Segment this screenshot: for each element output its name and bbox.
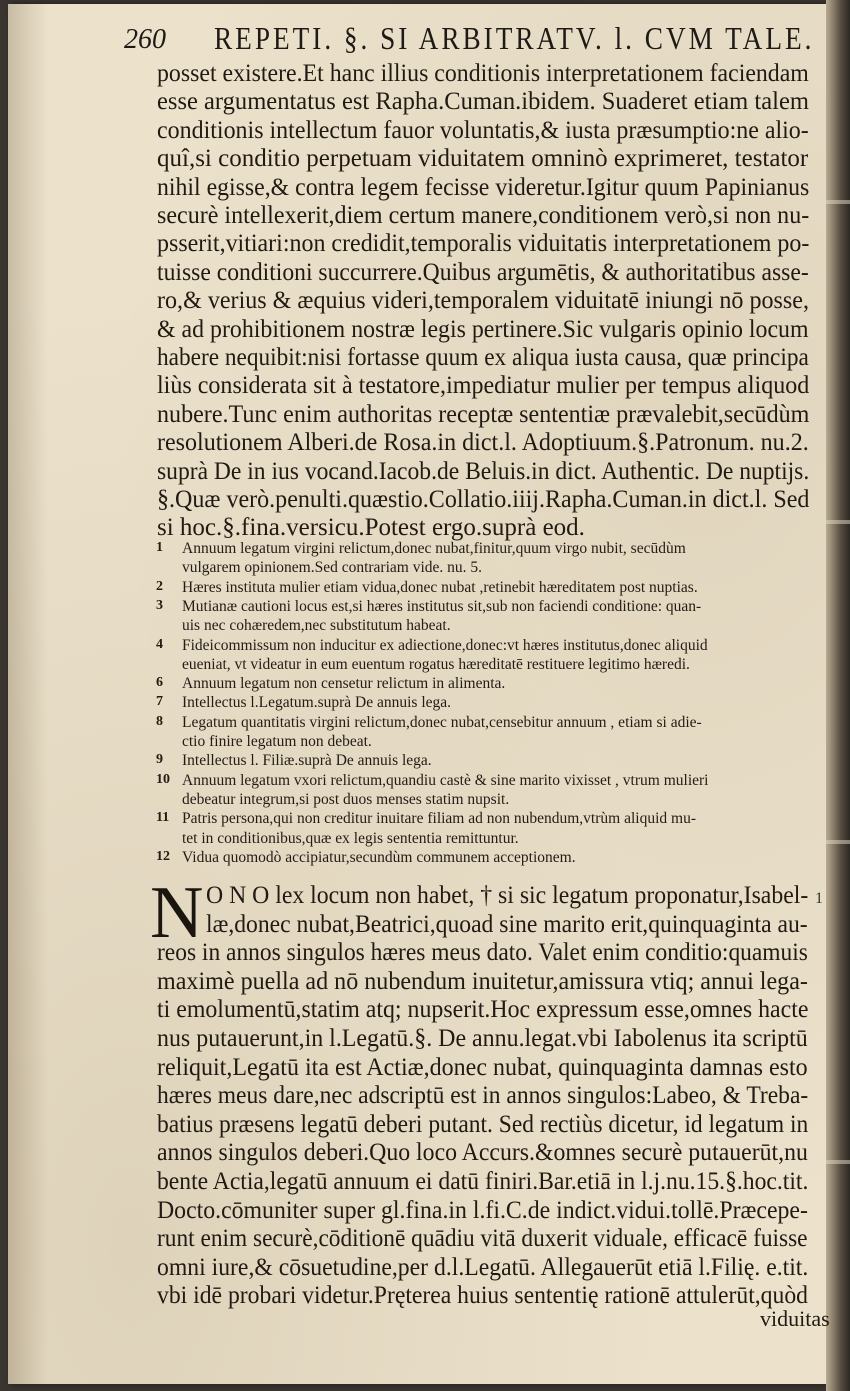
summary-text: Hæres instituta mulier etiam vidua,donec nubat ,retinebit hæreditatem post nuptias. [182,578,698,596]
catchword: viduitas [760,1306,830,1331]
summary-number: 8 [156,713,163,729]
text-line: nus putauerunt,in l.Legatū.§. De annu.legat.vbi Iabolenus ita scriptū [157,1025,808,1052]
text-line: O N O lex locum non habet, † si sic legatum proponatur,Isabel- [206,882,809,909]
text-line: tuisse conditioni succurrere.Quibus argumētis, & authoritatibus asse- [157,258,809,286]
summary-item [150,559,820,579]
summary-number: 12 [156,848,170,864]
summary-item [150,714,820,734]
summary-text: Patris persona,qui non creditur inuitare filiam ad non nubendum,vtrùm aliquid mu- [182,810,696,828]
text-line: & ad prohibitionem nostræ legis pertinere.Sic vulgaris opinio locum [157,315,809,343]
summary-item [150,656,820,676]
text-line: ro,& verius & æquius videri,temporalem viduitatē iniungi nō posse, [157,287,809,315]
text-line: Docto.cōmuniter super gl.fina.in l.fi.C.de indict.vidui.tollē.Præcepe- [157,1196,808,1224]
text-line: batius præsens legatū deberi putant. Sed rectiùs dicetur, id legatum in [157,1110,809,1138]
summary-item [150,579,820,599]
text-line: posset existere.Et hanc illius conditionis interpretationem faciendam [157,60,809,87]
summary-text: tet in conditionibus,quæ ex legis sententia remittuntur. [182,829,519,847]
text-line: runt enim securè,cōditionē quādiu vitā duxerit viduale, efficacē fuisse [157,1225,808,1253]
summary-number: 2 [156,578,163,594]
summary-number: 11 [156,810,170,826]
text-line: §.Quæ verò.penulti.quæstio.Collatio.iiij.Rapha.Cuman.in dict.l. Sed [157,486,810,513]
summary-item [150,849,820,869]
summary-number: 9 [156,752,163,768]
summary-text: Legatum quantitatis virgini relictum,donec nubat,censebitur annuum , etiam si adie- [182,713,702,731]
summary-item [150,617,820,637]
text-line: resolutionem Alberi.de Rosa.in dict.l. Adoptiuum.§.Patronum. nu.2. [157,429,809,457]
summary-text: Annuum legatum non censetur relictum in alimenta. [182,675,506,693]
summary-number: 10 [156,771,170,787]
summary-text: uis nec cohæredem,nec substitutum habeat. [182,617,451,635]
drop-cap: N [150,872,204,954]
text-line: annos singulos deberi.Quo loco Accurs.&omnes securè putauerūt,nu [157,1139,808,1167]
summary-text: Vidua quomodò accipiatur,secundùm communem acceptionem. [182,848,576,866]
summary-number: 3 [156,597,163,613]
text-line: esse argumentatus est Rapha.Cuman.ibidem. Suaderet etiam talem [157,88,809,116]
summary-text: eueniat, vt videatur in eum euentum rogatus hæreditatē restituere legitimo hæredi. [182,655,690,673]
text-line: nihil egisse,& contra legem fecisse videretur.Igitur quum Papinianus [157,173,810,201]
summary-text: Intellectus l. Filiæ.suprà De annuis lega. [182,752,432,770]
text-line: nubere.Tunc enim authoritas receptæ sententiæ prævalebit,secūdùm [157,400,810,428]
text-line: si hoc.§.fina.versicu.Potest ergo.suprà eod. [157,514,585,542]
text-line: reliquit,Legatū ita est Actiæ,donec nubat, quinquaginta damnas esto [157,1053,808,1081]
summary-number: 7 [156,694,163,710]
summary-item [150,733,820,753]
running-head: REPETI. §. SI ARBITRATV. l. CVM TALE. [214,20,815,56]
summary-item [150,675,820,695]
summary-text: Intellectus l.Legatum.suprà De annuis lega. [182,694,452,712]
text-line: maximè puella ad nō nubendum inuitetur,amissura vtiq; annui lega- [157,967,808,995]
text-line: hæres meus dare,nec adscriptū est in annos singulos:Labeo, & Treba- [157,1082,809,1110]
summary-number: 1 [156,540,163,555]
summary-text: ctio finire legatum non debeat. [182,733,372,750]
summary-item [150,694,820,714]
summary-number: 4 [156,636,163,652]
text-line: psserit,vitiari:non credidit,temporalis viduitatis interpretationem po- [157,230,810,258]
margin-marker: 1 [815,890,823,907]
text-line: suprà De in ius vocand.Iacob.de Beluis.in dict. Authentic. De nuptijs. [157,457,810,485]
page-header [124,16,814,56]
text-line: læ,donec nubat,Beatrici,quoad sine marito erit,quinquaginta au- [206,910,808,938]
summary-item [150,772,820,792]
text-line: omni iure,& cōsuetudine,per d.l.Legatū. Allegauerūt etiā l.Filię. e.tit. [157,1253,809,1281]
text-line: habere nequibit:nisi fortasse quum ex aliqua iusta causa, quæ principa [157,344,809,371]
text-line: securè intellexerit,diem certum manere,conditionem verò,si non nu- [157,202,810,229]
summary-text: Annuum legatum vxori relictum,quandiu castè & sine marito vixisset , vtrum mulieri [182,771,709,789]
text-line: conditionis intellectum fauor voluntatis,& iusta præsumptio:ne alio- [157,116,809,144]
page-number: 260 [124,24,166,55]
summary-text: Fideicommissum non inducitur ex adiectione,donec:vt hæres institutus,donec aliquid [182,636,708,654]
summary-item [150,810,820,830]
text-line: quî,si conditio perpetuam viduitatem omninò exprimeret, testator [157,145,809,173]
text-line: reos in annos singulos hæres meus dato. Valet enim conditio:quamuis [157,939,808,967]
summary-text: vulgarem opinionem.Sed contrariam vide. nu. 5. [182,559,483,577]
summary-text: Mutianæ cautioni locus est,si hæres institutus sit,sub non faciendi conditione: quan- [182,597,702,615]
summary-item [150,791,820,811]
text-line: liùs considerata sit à testatore,impediatur mulier per tempus aliquod [157,372,810,400]
text-line: ti emolumentū,statim atq; nupserit.Hoc expressum esse,omnes hacte [157,996,809,1024]
summary-text: Annuum legatum virgini relictum,donec nubat,finitur,quum virgo nubit, secūdùm [182,540,686,557]
summary-item [150,637,820,657]
summary-item [150,540,820,560]
text-line: bente Actia,legatū annuum ei datū finiri.Bar.etiā in l.j.nu.15.§.hoc.tit. [157,1168,809,1195]
text-line: vbi idē probari videtur.Pręterea huius sententię rationē attulerūt,quòd [157,1282,808,1310]
summary-item [150,830,820,850]
summary-item [150,752,820,772]
summary-number: 6 [156,675,163,691]
page-edges [826,0,850,1391]
summary-item [150,598,820,618]
summary-text: debeatur integrum,si post duos menses statim nupsit. [182,790,510,808]
